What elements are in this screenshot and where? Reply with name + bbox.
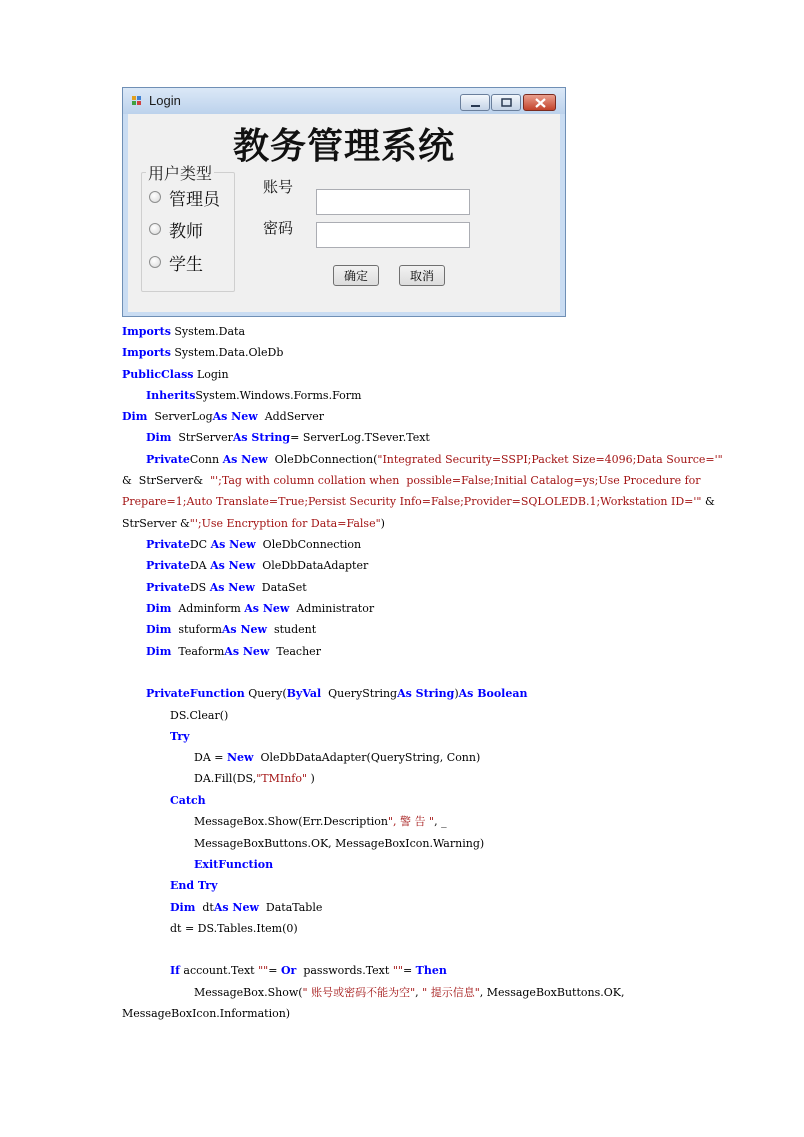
code-line: [122, 474, 701, 488]
code-text: dt = DS.Tables.Item(0): [170, 922, 298, 935]
code-text: , MessageBoxButtons.OK,: [479, 986, 625, 999]
code-line: [122, 517, 385, 531]
account-label: 账号: [263, 178, 294, 196]
code-line: [122, 368, 229, 382]
code-line: [146, 602, 374, 616]
code-text: passwords.Text: [296, 964, 393, 977]
code-text: Administrator: [289, 602, 375, 615]
code-keyword: Dim: [170, 901, 196, 914]
code-line: [170, 901, 322, 915]
code-line: [146, 623, 316, 637]
code-text: MessageBoxButtons.OK, MessageBoxIcon.Warning): [194, 837, 485, 850]
code-text: System.Data.OleDb: [170, 346, 284, 359]
user-type-label: 用户类型: [146, 161, 214, 184]
code-text: OleDbConnection(: [267, 453, 378, 466]
code-string: " 账号或密码不能为空": [302, 986, 416, 999]
code-string: " 提示信息": [422, 986, 480, 999]
app-title: 教务管理系统: [232, 126, 455, 167]
code-text: student: [266, 623, 317, 636]
code-text: Query(: [244, 687, 287, 700]
code-text: ): [307, 772, 315, 785]
code-line: [122, 325, 245, 339]
code-text: System.Data: [170, 325, 245, 338]
code-keyword: PrivateFunction: [146, 687, 245, 700]
radio-label: 管理员: [169, 189, 220, 210]
code-line: [170, 964, 447, 978]
code-line: [194, 837, 484, 851]
code-keyword: As String: [232, 431, 291, 444]
code-keyword: End Try: [170, 879, 218, 892]
code-text: DA =: [194, 751, 227, 764]
code-keyword: As New: [210, 559, 256, 572]
code-text: OleDbDataAdapter(QueryString, Conn): [253, 751, 481, 764]
code-line: [170, 709, 228, 723]
code-keyword: Private: [146, 538, 190, 551]
code-keyword: As New: [209, 581, 255, 594]
code-keyword: ByVal: [286, 687, 322, 700]
code-text: DA.Fill(DS,: [194, 772, 257, 785]
code-text: dt: [195, 901, 214, 914]
code-keyword: ExitFunction: [194, 858, 274, 871]
code-line: [146, 538, 361, 552]
code-string: "TMInfo": [256, 772, 308, 785]
code-string: "": [258, 964, 269, 977]
code-text: OleDbConnection: [255, 538, 362, 551]
code-text: DC: [189, 538, 211, 551]
code-text: account.Text: [179, 964, 259, 977]
code-text: = ServerLog.TSever.Text: [290, 431, 430, 444]
code-text: StrServer &: [122, 517, 190, 530]
code-keyword: Dim: [146, 431, 172, 444]
code-line: [194, 986, 624, 1000]
code-keyword: Private: [146, 453, 190, 466]
radio-label: 学生: [169, 254, 203, 275]
code-text: stuform: [171, 623, 222, 636]
code-line: [122, 410, 324, 424]
code-line: [122, 346, 283, 360]
code-line: [170, 879, 217, 893]
code-text: DA: [189, 559, 211, 572]
code-keyword: As New: [244, 602, 290, 615]
code-text: Conn: [189, 453, 223, 466]
code-text: & StrServer&: [122, 474, 211, 487]
code-line: [170, 922, 298, 936]
code-text: MessageBox.Show(Err.Description: [194, 815, 388, 828]
code-keyword: Try: [170, 730, 190, 743]
code-keyword: Or: [280, 964, 297, 977]
code-text: ): [380, 517, 385, 530]
code-keyword: As Boolean: [458, 687, 528, 700]
code-text: DataTable: [258, 901, 323, 914]
code-string: "';Tag with column collation when possible=False;Initial Catalog=ys;Use Procedure for: [210, 474, 701, 487]
code-line: [146, 431, 430, 445]
code-keyword: Dim: [146, 602, 172, 615]
code-text: StrServer: [171, 431, 233, 444]
code-line: [194, 858, 273, 872]
code-text: Teacher: [269, 645, 321, 658]
code-keyword: As New: [213, 901, 259, 914]
code-line: [146, 687, 527, 701]
code-text: DataSet: [254, 581, 307, 594]
code-keyword: Then: [415, 964, 447, 977]
code-text: ServerLog: [147, 410, 213, 423]
code-keyword: Dim: [146, 645, 172, 658]
code-keyword: As New: [210, 538, 256, 551]
code-string: Prepare=1;Auto Translate=True;Persist Security Info=False;Provider=SQLOLEDB.1;Workstation ID='": [122, 495, 702, 508]
code-keyword: As String: [397, 687, 455, 700]
code-line: [146, 559, 368, 573]
code-keyword: As New: [224, 645, 270, 658]
code-line: [122, 1007, 290, 1021]
cancel-button[interactable]: 取消: [399, 265, 445, 286]
code-line: [146, 389, 361, 403]
code-line: [122, 495, 715, 509]
code-string: "": [392, 964, 403, 977]
code-text: OleDbDataAdapter: [255, 559, 369, 572]
code-text: &: [701, 495, 715, 508]
code-line: [194, 815, 447, 829]
code-text: ,: [415, 986, 423, 999]
code-keyword: Private: [146, 581, 190, 594]
code-text: Adminform: [171, 602, 245, 615]
code-keyword: PublicClass: [122, 368, 194, 381]
code-line: [170, 794, 206, 808]
code-keyword: Catch: [170, 794, 206, 807]
code-string: ", 警 告 ": [387, 815, 435, 828]
window-title: Login: [149, 93, 181, 108]
code-keyword: As New: [212, 410, 258, 423]
code-keyword: Private: [146, 559, 190, 572]
code-text: Teaform: [171, 645, 225, 658]
code-keyword: Dim: [122, 410, 148, 423]
code-text: QueryString: [321, 687, 398, 700]
code-text: ): [454, 687, 459, 700]
code-line: [146, 645, 321, 659]
code-text: AddServer: [257, 410, 325, 423]
ok-button[interactable]: 确定: [333, 265, 379, 286]
code-text: MessageBox.Show(: [194, 986, 303, 999]
radio-label: 教师: [169, 221, 203, 242]
code-line: [146, 581, 307, 595]
code-text: =: [402, 964, 416, 977]
code-line: [146, 453, 723, 467]
password-label: 密码: [263, 219, 294, 237]
code-keyword: If: [170, 964, 180, 977]
code-text: System.Windows.Forms.Form: [195, 389, 362, 402]
code-keyword: As New: [221, 623, 267, 636]
code-keyword: As New: [222, 453, 268, 466]
code-string: "';Use Encryption for Data=False": [189, 517, 381, 530]
code-text: MessageBoxIcon.Information): [122, 1007, 291, 1020]
code-string: "Integrated Security=SSPI;Packet Size=4096;Data Source='": [377, 453, 723, 466]
code-text: Login: [193, 368, 229, 381]
code-text: DS.Clear(): [170, 709, 229, 722]
code-text: , _: [434, 815, 447, 828]
code-text: =: [268, 964, 281, 977]
code-text: DS: [189, 581, 210, 594]
code-line: [170, 730, 190, 744]
code-keyword: Imports: [122, 325, 171, 338]
code-keyword: Inherits: [146, 389, 196, 402]
code-keyword: Imports: [122, 346, 171, 359]
code-keyword: Dim: [146, 623, 172, 636]
code-keyword: New: [226, 751, 254, 764]
code-line: [194, 751, 480, 765]
code-line: [194, 772, 315, 786]
